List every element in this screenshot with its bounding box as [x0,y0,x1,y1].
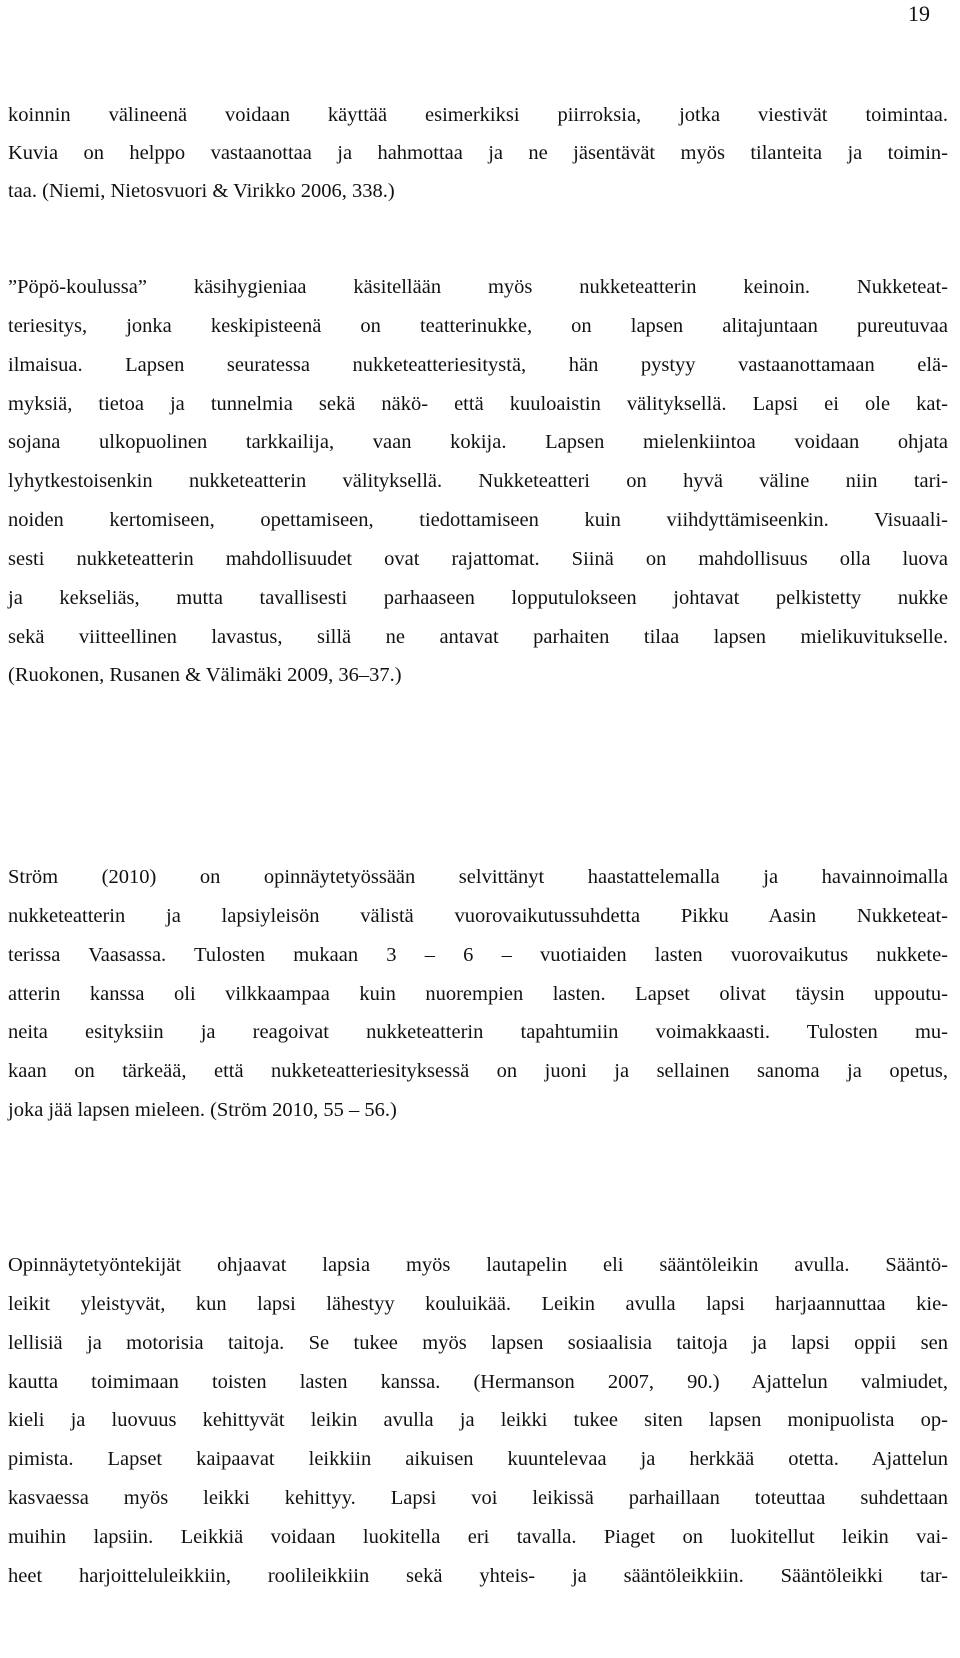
text-line: kaan on tärkeää, että nukketeatteriesityksessä on juoni ja sellainen sanoma ja opetus, [8,1060,948,1083]
text-line: kasvaessa myös leikki kehittyy. Lapsi voi leikissä parhaillaan toteuttaa suhdettaan [8,1487,948,1510]
paragraph-3 [8,858,948,1130]
text-line: sekä viitteellinen lavastus, sillä ne antavat parhaiten tilaa lapsen mielikuvitukselle. [8,625,948,648]
text-line: atterin kanssa oli vilkkaampaa kuin nuorempien lasten. Lapset olivat täysin uppoutu- [8,982,948,1005]
paragraph-4 [8,1246,948,1596]
text-line: sesti nukketeatterin mahdollisuudet ovat rajattomat. Siinä on mahdollisuus olla luova [8,547,948,570]
page-number: 19 [908,1,930,26]
text-line: pimista. Lapset kaipaavat leikkiin aikuisen kuuntelevaa ja herkkää otetta. Ajattelun [8,1448,948,1471]
text-line: leikit yleistyvät, kun lapsi lähestyy kouluikää. Leikin avulla lapsi harjaannuttaa kie- [8,1292,948,1315]
text-line: taa. (Niemi, Nietosvuori & Virikko 2006, 338.) [8,180,395,202]
text-line: muihin lapsiin. Leikkiä voidaan luokitella eri tavalla. Piaget on luokitellut leikin vai- [8,1525,948,1548]
text-line: (Ruokonen, Rusanen & Välimäki 2009, 36–37.) [8,664,402,687]
text-line: myksiä, tietoa ja tunnelmia sekä näkö- että kuuloaistin välityksellä. Lapsi ei ole kat- [8,392,948,415]
text-line: Opinnäytetyöntekijät ohjaavat lapsia myös lautapelin eli sääntöleikin avulla. Sääntö- [8,1254,948,1276]
text-line: sojana ulkopuolinen tarkkailija, vaan kokija. Lapsen mielenkiintoa voidaan ohjata [8,431,948,454]
text-line: Ström (2010) on opinnäytetyössään selvittänyt haastattelemalla ja havainnoimalla [8,866,948,888]
text-line: Kuvia on helppo vastaanottaa ja hahmottaa ja ne jäsentävät myös tilanteita ja toimin- [8,142,948,164]
text-line: teriesitys, jonka keskipisteenä on teatterinukke, on lapsen alitajuntaan pureutuvaa [8,314,948,337]
text-line: ilmaisua. Lapsen seuratessa nukketeatteriesitystä, hän pystyy vastaanottamaan elä- [8,353,948,376]
text-line: nukketeatterin ja lapsiyleisön välistä vuorovaikutussuhdetta Pikku Aasin Nukketeat- [8,904,948,927]
text-line: ”Pöpö-koulussa” käsihygieniaa käsitellään myös nukketeatterin keinoin. Nukketeat- [8,276,948,298]
text-line: joka jää lapsen mieleen. (Ström 2010, 55 – 56.) [8,1099,397,1122]
text-line: kieli ja luovuus kehittyvät leikin avulla ja leikki tukee siten lapsen monipuolista op- [8,1409,948,1432]
text-line: heet harjoitteluleikkiin, roolileikkiin sekä yhteis- ja sääntöleikkiin. Sääntöleikki tar- [8,1564,948,1587]
paragraph-1 [8,96,948,210]
text-line: neita esityksiin ja reagoivat nukketeatterin tapahtumiin voimakkaasti. Tulosten mu- [8,1021,948,1044]
text-line: noiden kertomiseen, opettamiseen, tiedottamiseen kuin viihdyttämiseenkin. Visuaali- [8,509,948,532]
text-line: lyhytkestoisenkin nukketeatterin välityksellä. Nukketeatteri on hyvä väline niin tari- [8,470,948,493]
text-line: ja kekseliäs, mutta tavallisesti parhaaseen lopputulokseen johtavat pelkistetty nukke [8,586,948,609]
paragraph-2 [8,268,948,695]
text-line: terissa Vaasassa. Tulosten mukaan 3 – 6 – vuotiaiden lasten vuorovaikutus nukkete- [8,943,948,966]
text-line: kautta toimimaan toisten lasten kanssa. (Hermanson 2007, 90.) Ajattelun valmiudet, [8,1370,948,1393]
text-line: lellisiä ja motorisia taitoja. Se tukee myös lapsen sosiaalisia taitoja ja lapsi oppii sen [8,1331,948,1354]
text-line: koinnin välineenä voidaan käyttää esimerkiksi piirroksia, jotka viestivät toimintaa. [8,104,948,126]
